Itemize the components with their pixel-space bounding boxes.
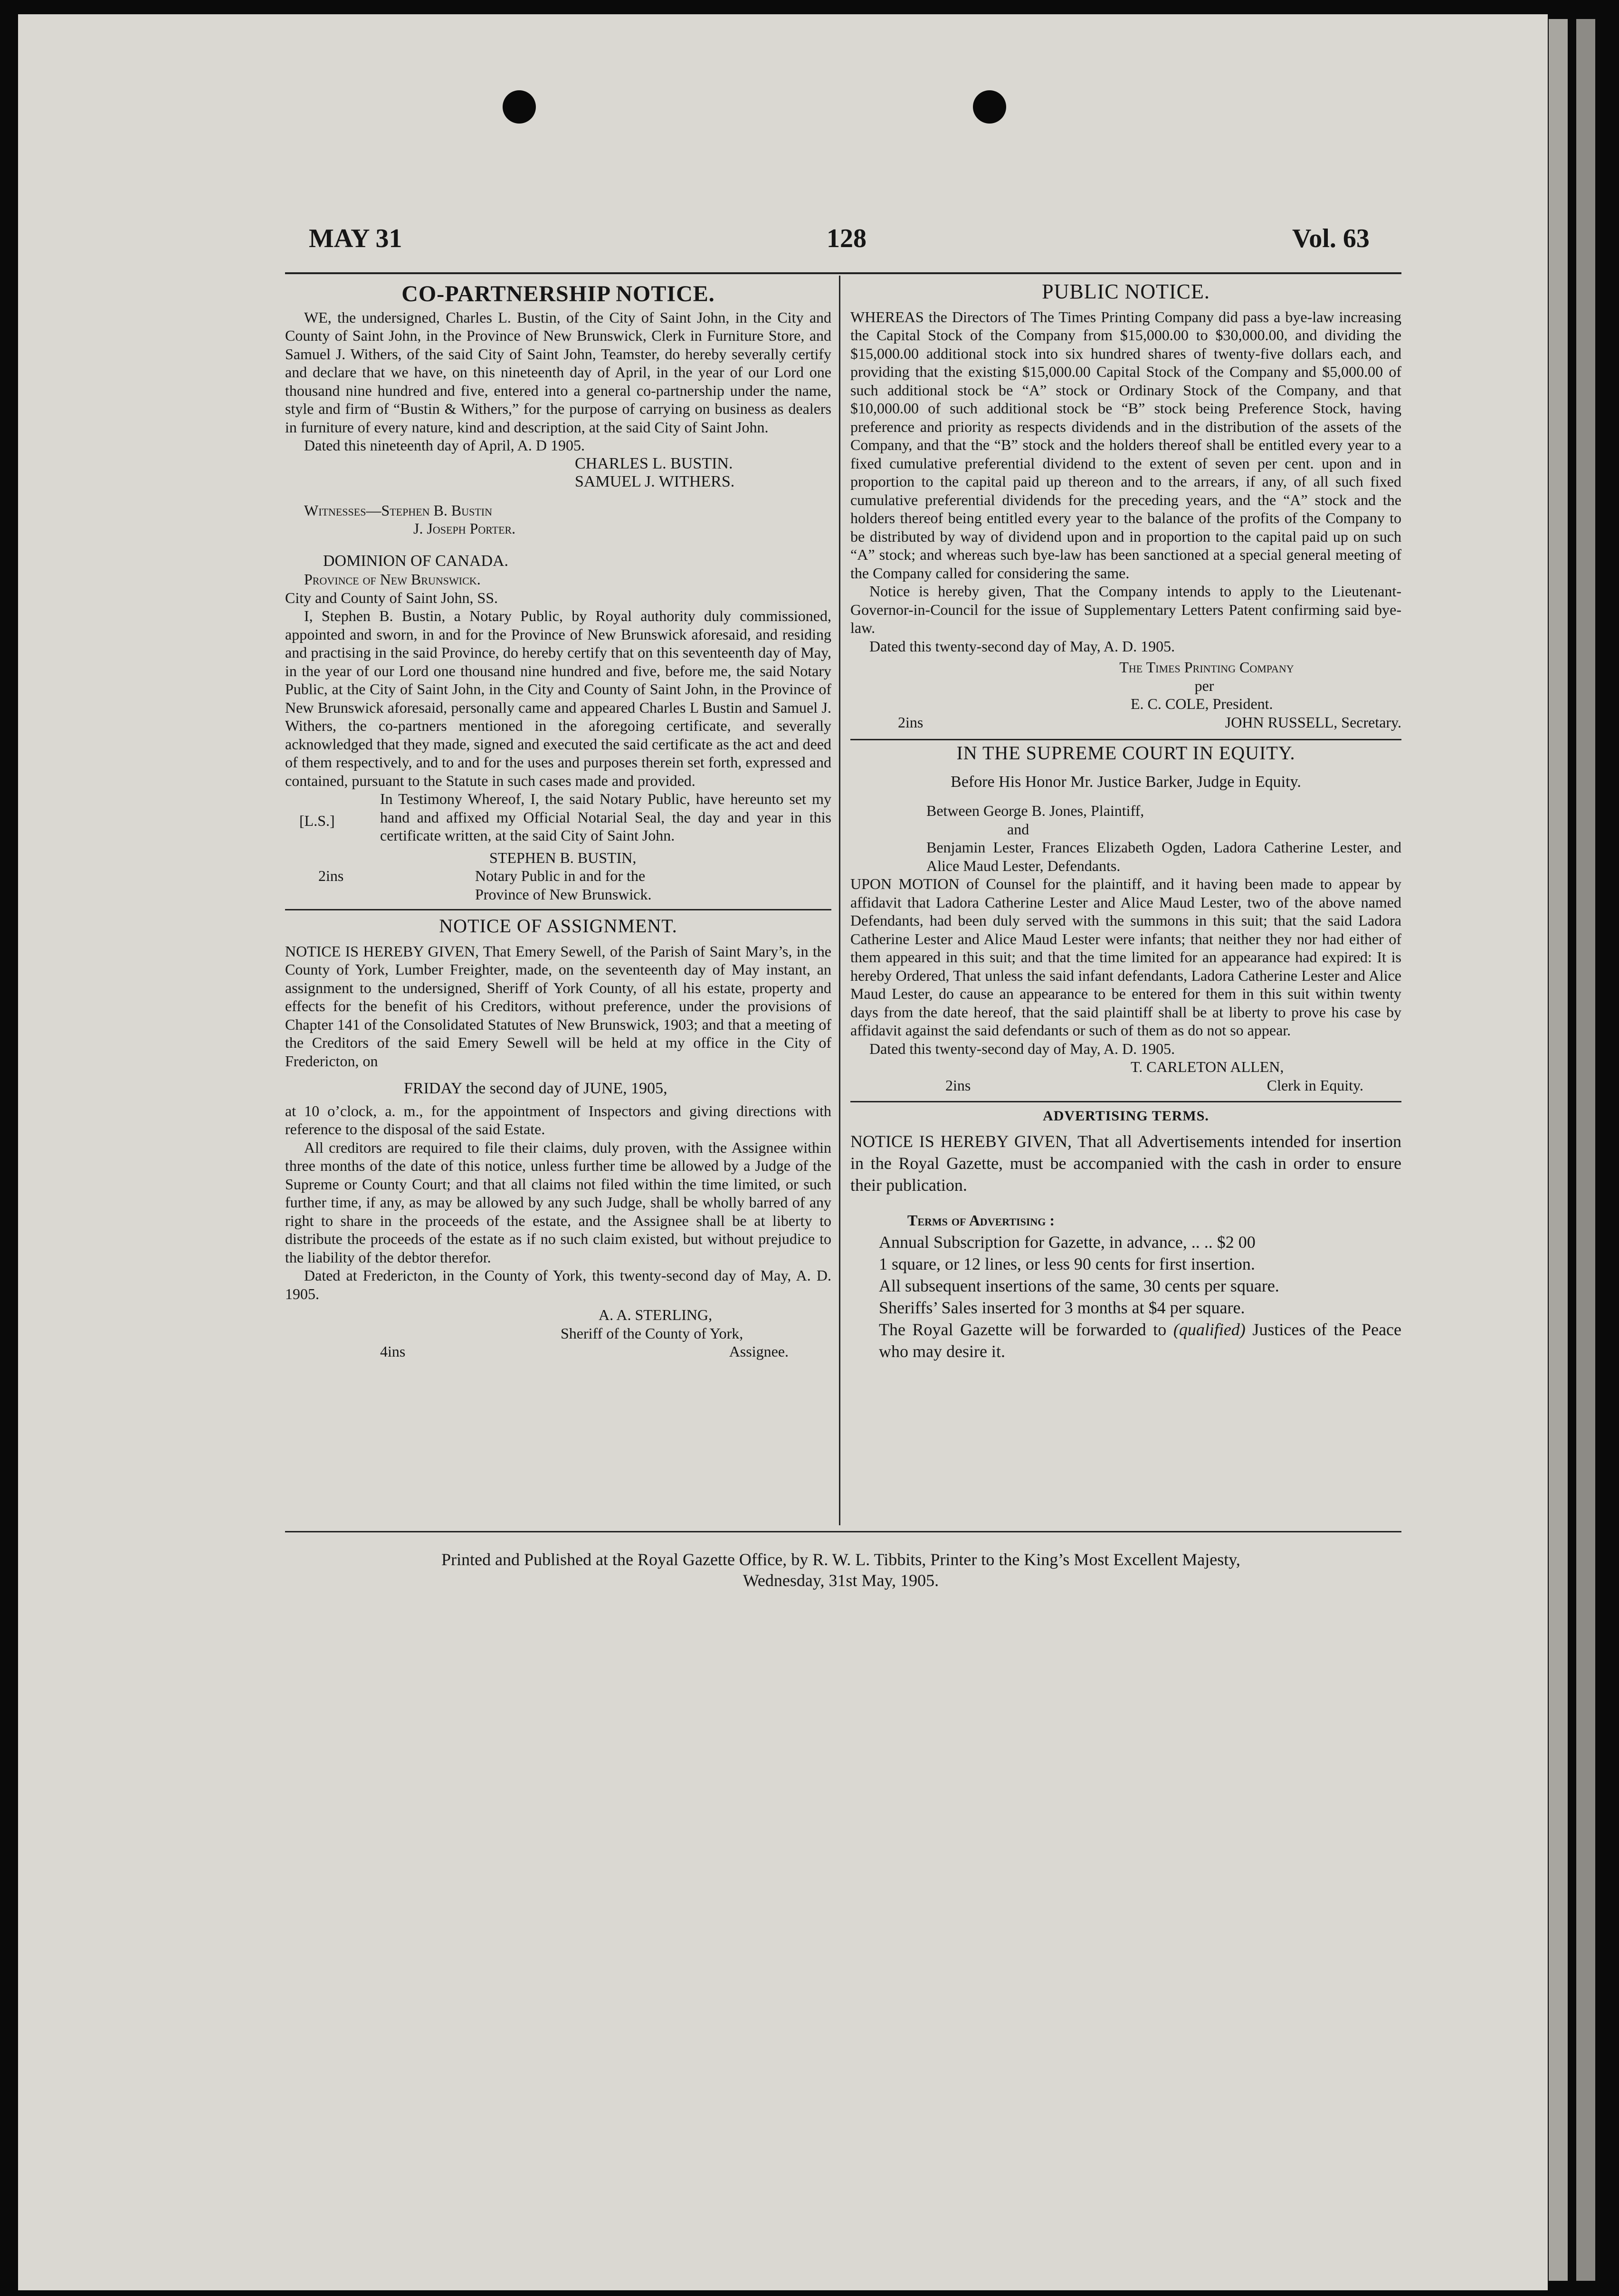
term-forwarding-qualified: (qualified) xyxy=(1173,1320,1246,1339)
sheriff-title: Sheriff of the County of York, xyxy=(561,1324,743,1342)
testimony-clause: In Testimony Whereof, I, the said Notary Public, have hereunto set my hand and affixed my Official Notarial Seal, the day and year in this certificate written, at the said City of Saint John. xyxy=(380,790,831,844)
advertising-title: ADVERTISING TERMS. xyxy=(1043,1108,1209,1124)
left-column xyxy=(285,281,831,1361)
notary-province: Province of New Brunswick. xyxy=(475,885,652,903)
insertion-count: 2ins xyxy=(898,713,924,731)
punch-hole xyxy=(503,90,536,124)
signature-samuel-withers: SAMUEL J. WITHERS. xyxy=(575,472,735,490)
advertising-notice: NOTICE IS HEREBY GIVEN, That all Advertisements intended for insertion in the Royal Gazette, must be accompanied with the cash in order to ensure their publication. xyxy=(850,1131,1401,1195)
public-notice-title: PUBLIC NOTICE. xyxy=(1042,280,1210,303)
copartnership-title: CO-PARTNERSHIP NOTICE. xyxy=(401,281,715,306)
judge-line: Before His Honor Mr. Justice Barker, Judge in Equity. xyxy=(951,773,1301,791)
equity-order: UPON MOTION of Counsel for the plaintiff, and it having been made to appear by affidavit that Ladora Catherine Lester and Alice Maud Lester, two of the above named Defendants, had been duly served with the summons in this suit; that the said Ladora Catherine Lester and Alice Maud Lester were infants; that neither they nor had either of them appeared in this suit; and that the time limited for an appearance had expired: It is hereby Ordered, That unless the said infant defendants, Ladora Catherine Lester and Alice Maud Lester, do cause an appearance to be entered for them in this suit within twenty days from the date hereof, that the said plaintiff shall be at liberty to prove his case by affidavit against the said defendants or such of them as do not so appear. xyxy=(850,875,1401,1039)
sheriff-name: A. A. STERLING, xyxy=(599,1306,713,1323)
right-column xyxy=(850,280,1401,1362)
equity-title: IN THE SUPREME COURT IN EQUITY. xyxy=(956,742,1295,764)
header-date: MAY 31 xyxy=(309,224,402,253)
public-notice xyxy=(850,280,1401,731)
assignment-body: NOTICE IS HEREBY GIVEN, That Emery Sewell, of the Parish of Saint Mary’s, in the County of York, Lumber Freighter, made, on the seventeenth day of May instant, an assignment to the undersigned, Sheriff of York County, of all his estate, property and effects for the benefit of his Creditors, without preference, under the provisions of Chapter 141 of the Consolidated Statutes of New Brunswick, 1903; and that a meeting of the Creditors of the said Emery Sewell will be held at my office in the City of Fredericton, on xyxy=(285,942,831,1070)
insertion-count: 4ins xyxy=(380,1343,406,1360)
section-divider xyxy=(285,909,831,910)
assignment-notice xyxy=(285,917,831,1361)
term-forwarding-a: The Royal Gazette will be forwarded to xyxy=(879,1320,1167,1339)
advertising-terms xyxy=(850,1107,1401,1362)
plaintiff-line: Between George B. Jones, Plaintiff, xyxy=(926,802,1144,819)
company-name: The Times Printing Company xyxy=(1119,659,1294,676)
footer-rule xyxy=(285,1531,1401,1532)
witness-porter: J. Joseph Porter. xyxy=(413,520,516,537)
section-divider xyxy=(850,1101,1401,1102)
insertion-count: 2ins xyxy=(318,867,344,884)
assignment-dated: Dated at Fredericton, in the County of York, this twenty-second day of May, A. D. 1905. xyxy=(285,1267,831,1302)
term-sheriffs: Sheriffs’ Sales inserted for 3 months at $4 per square. xyxy=(879,1298,1245,1317)
term-forwarding-c: Justices of the Peace who may desire it. xyxy=(879,1320,1401,1361)
section-divider xyxy=(850,739,1401,740)
and-line: and xyxy=(1007,820,1029,838)
punch-hole xyxy=(973,90,1006,124)
footer-date-line: Wednesday, 31st May, 1905. xyxy=(743,1571,939,1590)
footer-imprint xyxy=(295,1549,1387,1591)
volume-number: Vol. 63 xyxy=(1292,224,1370,253)
page-edge xyxy=(1576,19,1595,2281)
dominion-heading: DOMINION OF CANADA. xyxy=(323,552,509,570)
public-notice-body: WHEREAS the Directors of The Times Printing Company did pass a bye-law increasing the Capital Stock of the Company from $15,000.00 to $30,000.00, and dividing the $15,000.00 additional stock into six hundred shares of twenty-five dollars each, and providing that the existing $15,000.00 Capital Stock of the Company and $5,000.00 of such additional stock be “A” stock or Ordinary Stock of the Company, and that $10,000.00 of such additional stock be “B” stock being Preference Stock, having preference and priority as respects dividends and in the distribution of the assets of the Company, and that the “B” stock and the holders thereof shall be entitled every year to a fixed cumulative preferential dividend to the extent of seven per cent. upon and in proportion to the capital paid up thereon and to the arrears, if any, of all such fixed cumulative preferential dividends for the preceding years, and the “A” stock and the holders thereof being entitled every year to the balance of the profits of the Company to be distributed by way of dividend upon and in proportion to the capital paid up on such “A” stock; and whereas such bye-law has been sanctioned at a special general meeting of the Company called for considering the same. xyxy=(850,308,1401,582)
page-edge xyxy=(1549,19,1568,2281)
assignee-label: Assignee. xyxy=(729,1343,789,1360)
seal-mark: [L.S.] xyxy=(299,812,335,829)
column-divider xyxy=(839,276,840,1525)
equity-dated: Dated this twenty-second day of May, A. D. 1905. xyxy=(869,1040,1175,1057)
clerk-name: T. CARLETON ALLEN, xyxy=(1131,1058,1284,1075)
footer-printer-line: Printed and Published at the Royal Gazette Office, by R. W. L. Tibbits, Printer to the King’s Most Excellent Majesty, xyxy=(441,1550,1240,1569)
header-rule xyxy=(285,272,1401,274)
term-square: 1 square, or 12 lines, or less 90 cents for first insertion. xyxy=(879,1254,1255,1273)
meeting-date: FRIDAY the second day of JUNE, 1905, xyxy=(404,1080,667,1097)
copartnership-notice xyxy=(285,281,831,903)
copartnership-dated: Dated this nineteenth day of April, A. D 1905. xyxy=(304,437,585,454)
term-subscription: Annual Subscription for Gazette, in advance, .. .. $2 00 xyxy=(879,1232,1256,1252)
secretary-signature: JOHN RUSSELL, Secretary. xyxy=(1225,713,1401,731)
notary-affidavit: I, Stephen B. Bustin, a Notary Public, by Royal authority duly commissioned, appointed and sworn, in and for the Province of New Brunswick aforesaid, and residing and practising in the said Province, do hereby certify that on this seventeenth day of May, in the year of our Lord one thousand nine hundred and five, before me, the said Notary Public, at the City of Saint John, in the City and County of Saint John, in the Province of New Brunswick aforesaid, personally came and appeared Charles L Bustin and Samuel J. Withers, the co-partners mentioned in the aforegoing certificate, and severally acknowledged that they made, signed and executed the said certificate as the act and deed of them respectively, and to and for the uses and purposes therein set forth, expressed and contained, pursuant to the Statute in such cases made and provided. xyxy=(285,607,831,789)
city-county-heading: City and County of Saint John, SS. xyxy=(285,589,498,606)
public-notice-application: Notice is hereby given, That the Company intends to apply to the Lieutenant-Governor-in-Council for the issue of Supplementary Letters Patent confirming said bye-law. xyxy=(850,583,1401,636)
insertion-count: 2ins xyxy=(945,1076,971,1094)
public-notice-dated: Dated this twenty-second day of May, A. D. 1905. xyxy=(869,637,1175,655)
terms-heading: Terms of Advertising : xyxy=(907,1211,1055,1229)
notary-name: STEPHEN B. BUSTIN, xyxy=(489,849,637,866)
per-label: per xyxy=(1194,677,1214,694)
signature-charles-bustin: CHARLES L. BUSTIN. xyxy=(575,454,733,472)
meeting-time: at 10 o’clock, a. m., for the appointment of Inspectors and giving directions with reference to the disposal of the said Estate. xyxy=(285,1102,831,1138)
equity-notice xyxy=(850,744,1401,1094)
copartnership-body: WE, the undersigned, Charles L. Bustin, of the City of Saint John, in the City and County of Saint John, in the Province of New Brunswick, Clerk in Furniture Store, and Samuel J. Withers, of the said City of Saint John, Teamster, do hereby severally certify and declare that we have, on this nineteenth day of April, in the year of our Lord one thousand nine hundred and five, entered into a general co-partnership under the name, style and firm of “Bustin & Withers,” for the purpose of carrying on business as dealers in furniture of every nature, kind and description, at the said City of Saint John. xyxy=(285,308,831,436)
creditors-clause: All creditors are required to file their claims, duly proven, with the Assignee within three months of the date of this notice, unless further time be allowed by a Judge of the Supreme or County Court; and that all claims not filed within the time limited, or such further time, if any, as may be allowed by any such Judge, shall be wholly barred of any right to share in the proceeds of the estate, and the Assignee shall be at liberty to distribute the proceeds of the estate as if no such claim existed, but without prejudice to the liability of the debtor therefor. xyxy=(285,1138,831,1266)
province-heading: Province of New Brunswick. xyxy=(304,571,481,588)
page-number: 128 xyxy=(827,224,867,253)
notary-title: Notary Public in and for the xyxy=(475,867,646,884)
term-forwarding xyxy=(850,1319,1401,1362)
president-signature: E. C. COLE, President. xyxy=(1131,695,1273,712)
clerk-title: Clerk in Equity. xyxy=(1267,1076,1363,1094)
term-subsequent: All subsequent insertions of the same, 30 cents per square. xyxy=(879,1276,1279,1295)
witness-line: Witnesses—Stephen B. Bustin xyxy=(304,501,493,519)
assignment-title: NOTICE OF ASSIGNMENT. xyxy=(439,915,677,937)
defendants-line: Benjamin Lester, Frances Elizabeth Ogden, Ladora Catherine Lester, and Alice Maud Lester, Defendants. xyxy=(926,839,1401,874)
